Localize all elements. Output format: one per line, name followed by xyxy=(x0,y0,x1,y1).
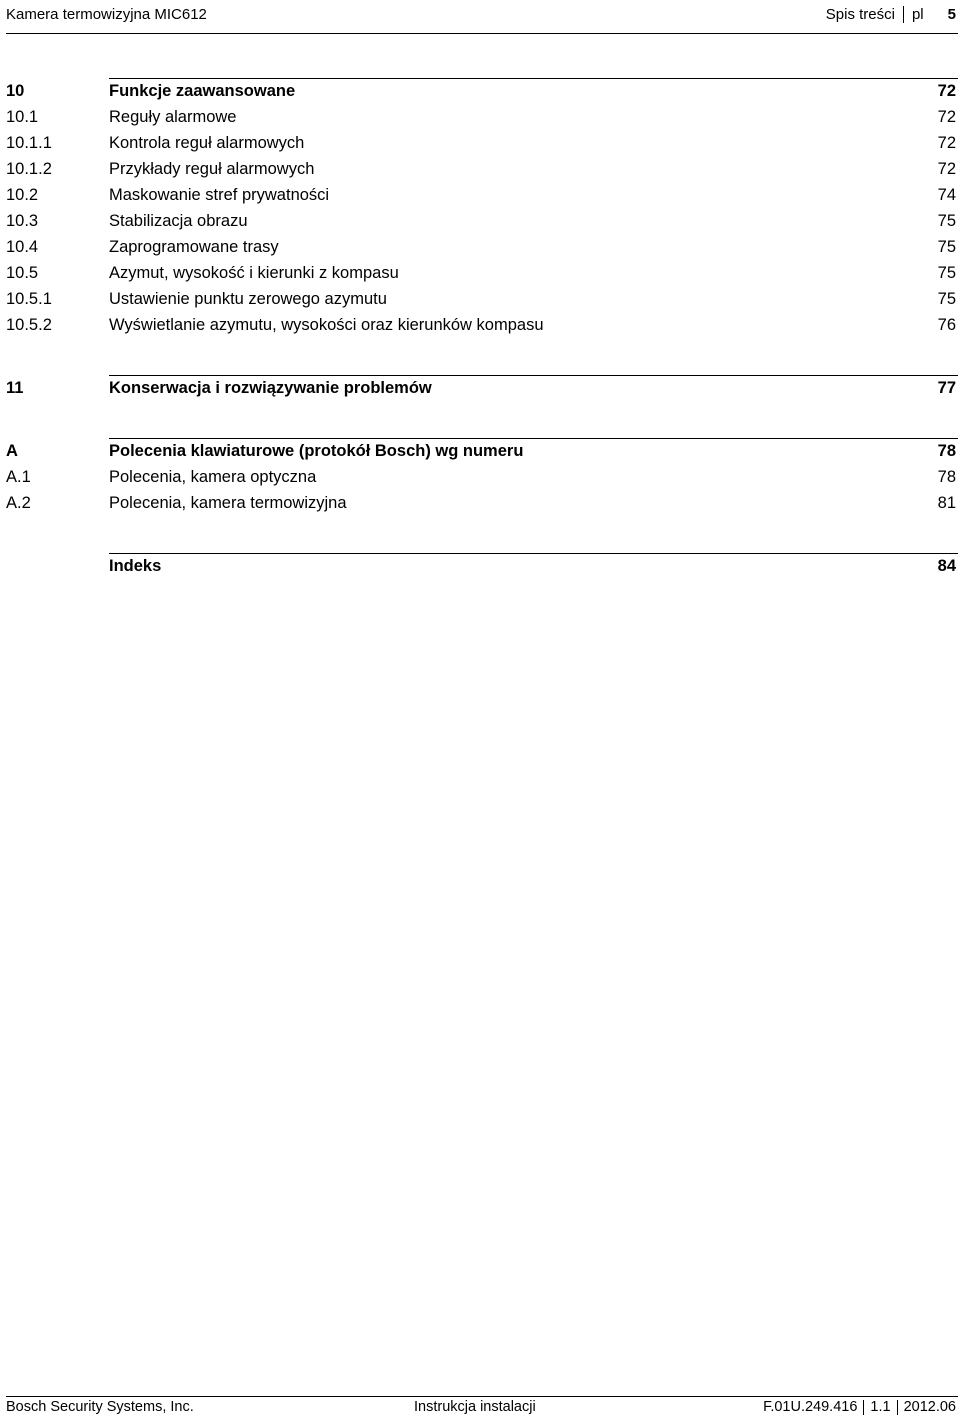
toc-entry-title: Kontrola reguł alarmowych xyxy=(109,134,305,152)
toc-entry-title: Stabilizacja obrazu xyxy=(109,212,248,230)
toc-entry[interactable] xyxy=(6,438,958,464)
toc-entry-title: Indeks xyxy=(109,557,162,575)
toc-entry-page: 72 xyxy=(937,134,956,152)
toc-entry[interactable] xyxy=(6,104,958,130)
toc-entry-title: Funkcje zaawansowane xyxy=(109,82,296,100)
toc-section xyxy=(6,553,958,579)
toc-entry[interactable] xyxy=(6,553,958,579)
toc-entry-number: 10.2 xyxy=(6,186,39,204)
toc-entry[interactable] xyxy=(6,260,958,286)
toc-entry-page: 75 xyxy=(937,290,956,308)
header-section-info xyxy=(826,6,956,23)
footer-separator xyxy=(897,1400,898,1415)
section-name: Spis treści xyxy=(825,6,895,23)
company-name: Bosch Security Systems, Inc. xyxy=(6,1399,194,1415)
toc-entry-page: 77 xyxy=(937,379,956,397)
toc-entry-page: 75 xyxy=(937,264,956,282)
toc-section xyxy=(6,438,958,516)
toc-entry-number: 11 xyxy=(6,379,24,397)
toc-entry-number: A xyxy=(6,442,18,460)
document-title: Kamera termowizyjna MIC612 xyxy=(6,6,207,23)
toc-entry-number: 10.5.2 xyxy=(6,316,52,334)
toc-entry[interactable] xyxy=(6,286,958,312)
toc-entry-number: 10.5 xyxy=(6,264,39,282)
toc-entry-page: 78 xyxy=(937,468,956,486)
toc-entry-title: Polecenia, kamera termowizyjna xyxy=(109,494,347,512)
toc-entry-number: A.1 xyxy=(6,468,31,486)
toc-entry[interactable] xyxy=(6,182,958,208)
page-number: 5 xyxy=(947,6,956,23)
toc-entry[interactable] xyxy=(6,208,958,234)
toc-entry-title: Maskowanie stref prywatności xyxy=(109,186,330,204)
toc-entry-title: Wyświetlanie azymutu, wysokości oraz kierunków kompasu xyxy=(109,316,544,334)
toc-entry-number: 10.5.1 xyxy=(6,290,52,308)
table-of-contents xyxy=(6,76,958,616)
toc-entry-page: 72 xyxy=(937,160,956,178)
toc-entry-page: 84 xyxy=(937,557,956,575)
toc-entry-title: Azymut, wysokość i kierunki z kompasu xyxy=(109,264,399,282)
toc-entry-number: 10.3 xyxy=(6,212,39,230)
document-version: 1.1 xyxy=(870,1399,891,1415)
toc-entry-page: 78 xyxy=(937,442,956,460)
toc-entry-page: 76 xyxy=(937,316,956,334)
toc-entry-page: 75 xyxy=(937,212,956,230)
toc-entry[interactable] xyxy=(6,156,958,182)
document-date: 2012.06 xyxy=(903,1399,956,1415)
toc-entry-title: Konserwacja i rozwiązywanie problemów xyxy=(109,379,432,397)
toc-entry-title: Ustawienie punktu zerowego azymutu xyxy=(109,290,387,308)
toc-entry-title: Przykłady reguł alarmowych xyxy=(109,160,315,178)
toc-entry-title: Zaprogramowane trasy xyxy=(109,238,279,256)
toc-entry[interactable] xyxy=(6,130,958,156)
document-type: Instrukcja instalacji xyxy=(414,1399,536,1415)
toc-entry-title: Polecenia, kamera optyczna xyxy=(109,468,317,486)
header-separator xyxy=(903,6,904,23)
toc-entry-page: 75 xyxy=(937,238,956,256)
toc-entry[interactable] xyxy=(6,490,958,516)
toc-section xyxy=(6,375,958,401)
toc-entry[interactable] xyxy=(6,312,958,338)
toc-entry-page: 72 xyxy=(937,82,956,100)
toc-entry-title: Reguły alarmowe xyxy=(109,108,237,126)
toc-entry[interactable] xyxy=(6,78,958,104)
language-code: pl xyxy=(911,6,924,23)
toc-entry-page: 74 xyxy=(937,186,956,204)
toc-entry[interactable] xyxy=(6,234,958,260)
toc-entry[interactable] xyxy=(6,464,958,490)
toc-entry-page: 72 xyxy=(937,108,956,126)
toc-entry-number: 10.1.1 xyxy=(6,134,52,152)
page-footer xyxy=(6,1396,958,1415)
toc-entry-number: 10 xyxy=(6,82,25,100)
document-identifier xyxy=(763,1399,956,1415)
document-id: F.01U.249.416 xyxy=(763,1399,858,1415)
toc-entry[interactable] xyxy=(6,375,958,401)
toc-entry-number: A.2 xyxy=(6,494,31,512)
toc-entry-number: 10.1.2 xyxy=(6,160,52,178)
toc-entry-number: 10.1 xyxy=(6,108,39,126)
toc-entry-title: Polecenia klawiaturowe (protokół Bosch) wg numeru xyxy=(109,442,524,460)
footer-separator xyxy=(863,1400,864,1415)
toc-entry-number: 10.4 xyxy=(6,238,39,256)
page-header xyxy=(6,0,958,34)
toc-entry-page: 81 xyxy=(937,494,956,512)
toc-section xyxy=(6,78,958,338)
